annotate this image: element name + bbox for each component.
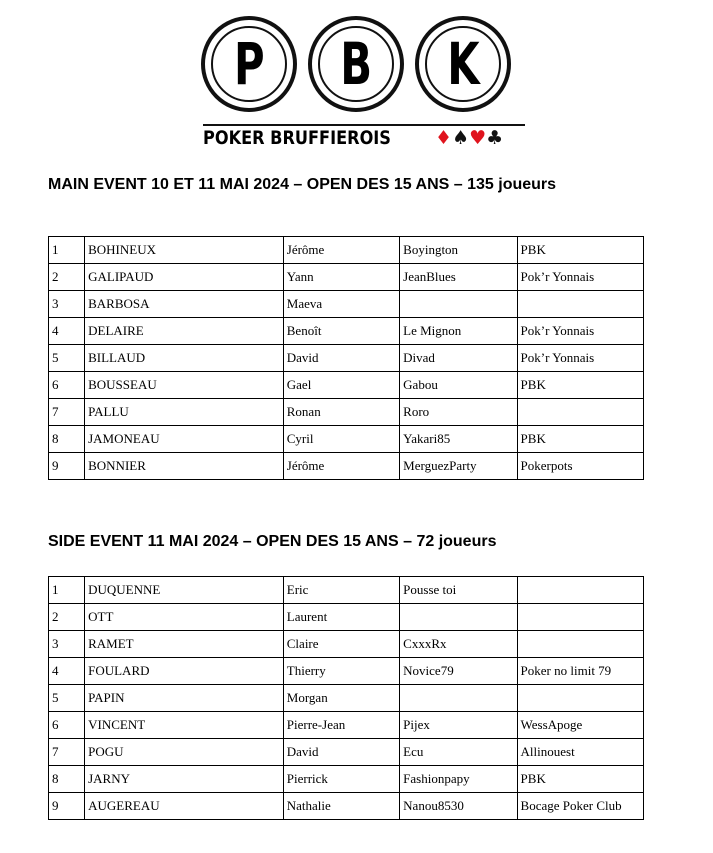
club-cell: PBK [517, 372, 643, 399]
pseudo-cell: Yakari85 [400, 426, 517, 453]
logo-circles [195, 14, 525, 124]
rank-cell: 6 [49, 372, 85, 399]
club-cell: PBK [517, 237, 643, 264]
rank-cell: 3 [49, 631, 85, 658]
first-name-cell: Morgan [283, 685, 399, 712]
pseudo-cell: Roro [400, 399, 517, 426]
spade-icon: ♠ [452, 127, 470, 149]
rank-cell: 4 [49, 658, 85, 685]
main-event-table [48, 236, 644, 480]
pseudo-cell: CxxxRx [400, 631, 517, 658]
club-cell: Pok’r Yonnais [517, 264, 643, 291]
table-row [49, 453, 644, 480]
first-name-cell: Benoît [283, 318, 399, 345]
rank-cell: 6 [49, 712, 85, 739]
rank-cell: 8 [49, 426, 85, 453]
rank-cell: 9 [49, 453, 85, 480]
first-name-cell: Jérôme [283, 237, 399, 264]
last-name-cell: PAPIN [85, 685, 284, 712]
pseudo-cell: Divad [400, 345, 517, 372]
rank-cell: 5 [49, 685, 85, 712]
pseudo-cell: Boyington [400, 237, 517, 264]
side-event-table-body [49, 577, 644, 820]
table-row [49, 318, 644, 345]
club-cell: Allinouest [517, 739, 643, 766]
pseudo-cell: Novice79 [400, 658, 517, 685]
table-row [49, 577, 644, 604]
pseudo-cell [400, 604, 517, 631]
last-name-cell: PALLU [85, 399, 284, 426]
rank-cell: 9 [49, 793, 85, 820]
first-name-cell: Eric [283, 577, 399, 604]
pseudo-cell: Pousse toi [400, 577, 517, 604]
table-row [49, 712, 644, 739]
club-icon: ♣ [486, 127, 504, 149]
logo-divider [203, 124, 525, 126]
last-name-cell: GALIPAUD [85, 264, 284, 291]
last-name-cell: FOULARD [85, 658, 284, 685]
table-row [49, 264, 644, 291]
logo-circle-k [415, 16, 511, 112]
pseudo-cell: MerguezParty [400, 453, 517, 480]
first-name-cell: Laurent [283, 604, 399, 631]
pseudo-cell [400, 685, 517, 712]
pseudo-cell [400, 291, 517, 318]
club-cell [517, 604, 643, 631]
heart-icon: ♥ [469, 127, 487, 149]
last-name-cell: DUQUENNE [85, 577, 284, 604]
first-name-cell: David [283, 345, 399, 372]
table-row [49, 739, 644, 766]
club-cell: Poker no limit 79 [517, 658, 643, 685]
rank-cell: 2 [49, 604, 85, 631]
club-cell: Bocage Poker Club [517, 793, 643, 820]
table-row [49, 291, 644, 318]
club-cell [517, 685, 643, 712]
side-event-title: SIDE EVENT 11 MAI 2024 – OPEN DES 15 ANS – 72 joueurs [48, 533, 497, 550]
first-name-cell: Pierrick [283, 766, 399, 793]
club-cell: Pok’r Yonnais [517, 318, 643, 345]
last-name-cell: AUGEREAU [85, 793, 284, 820]
logo-letter-p: P [233, 30, 265, 98]
side-event-table [48, 576, 644, 820]
logo-club-name: POKER BRUFFIEROIS [203, 127, 391, 149]
logo-circle-p [201, 16, 297, 112]
first-name-cell: Pierre-Jean [283, 712, 399, 739]
table-row [49, 658, 644, 685]
last-name-cell: RAMET [85, 631, 284, 658]
rank-cell: 1 [49, 237, 85, 264]
pseudo-cell: Gabou [400, 372, 517, 399]
logo-circle-b [308, 16, 404, 112]
last-name-cell: BARBOSA [85, 291, 284, 318]
table-row [49, 685, 644, 712]
table-row [49, 631, 644, 658]
table-row [49, 399, 644, 426]
first-name-cell: Ronan [283, 399, 399, 426]
first-name-cell: Cyril [283, 426, 399, 453]
rank-cell: 4 [49, 318, 85, 345]
first-name-cell: Claire [283, 631, 399, 658]
club-cell: Pok’r Yonnais [517, 345, 643, 372]
rank-cell: 7 [49, 399, 85, 426]
rank-cell: 2 [49, 264, 85, 291]
first-name-cell: Maeva [283, 291, 399, 318]
pseudo-cell: Le Mignon [400, 318, 517, 345]
club-cell [517, 291, 643, 318]
table-row [49, 766, 644, 793]
club-cell: Pokerpots [517, 453, 643, 480]
table-row [49, 793, 644, 820]
diamond-icon: ♦ [435, 127, 453, 149]
last-name-cell: BILLAUD [85, 345, 284, 372]
club-cell [517, 399, 643, 426]
first-name-cell: Yann [283, 264, 399, 291]
logo-letter-b: B [340, 30, 372, 98]
rank-cell: 1 [49, 577, 85, 604]
club-cell: PBK [517, 426, 643, 453]
last-name-cell: BOHINEUX [85, 237, 284, 264]
logo-suits [435, 127, 503, 149]
table-row [49, 237, 644, 264]
pseudo-cell: Fashionpapy [400, 766, 517, 793]
first-name-cell: David [283, 739, 399, 766]
club-cell [517, 631, 643, 658]
club-cell: WessApoge [517, 712, 643, 739]
main-event-title: MAIN EVENT 10 ET 11 MAI 2024 – OPEN DES 15 ANS – 135 joueurs [48, 176, 557, 193]
first-name-cell: Gael [283, 372, 399, 399]
pseudo-cell: Nanou8530 [400, 793, 517, 820]
first-name-cell: Thierry [283, 658, 399, 685]
last-name-cell: JARNY [85, 766, 284, 793]
first-name-cell: Jérôme [283, 453, 399, 480]
rank-cell: 8 [49, 766, 85, 793]
club-cell [517, 577, 643, 604]
table-row [49, 372, 644, 399]
last-name-cell: OTT [85, 604, 284, 631]
last-name-cell: DELAIRE [85, 318, 284, 345]
last-name-cell: POGU [85, 739, 284, 766]
main-event-table-body [49, 237, 644, 480]
table-row [49, 604, 644, 631]
last-name-cell: BONNIER [85, 453, 284, 480]
first-name-cell: Nathalie [283, 793, 399, 820]
table-row [49, 426, 644, 453]
last-name-cell: VINCENT [85, 712, 284, 739]
rank-cell: 5 [49, 345, 85, 372]
table-row [49, 345, 644, 372]
rank-cell: 3 [49, 291, 85, 318]
club-cell: PBK [517, 766, 643, 793]
pseudo-cell: Ecu [400, 739, 517, 766]
pseudo-cell: Pijex [400, 712, 517, 739]
rank-cell: 7 [49, 739, 85, 766]
pbk-logo [195, 14, 525, 154]
last-name-cell: BOUSSEAU [85, 372, 284, 399]
last-name-cell: JAMONEAU [85, 426, 284, 453]
logo-letter-k: K [446, 30, 480, 98]
pseudo-cell: JeanBlues [400, 264, 517, 291]
